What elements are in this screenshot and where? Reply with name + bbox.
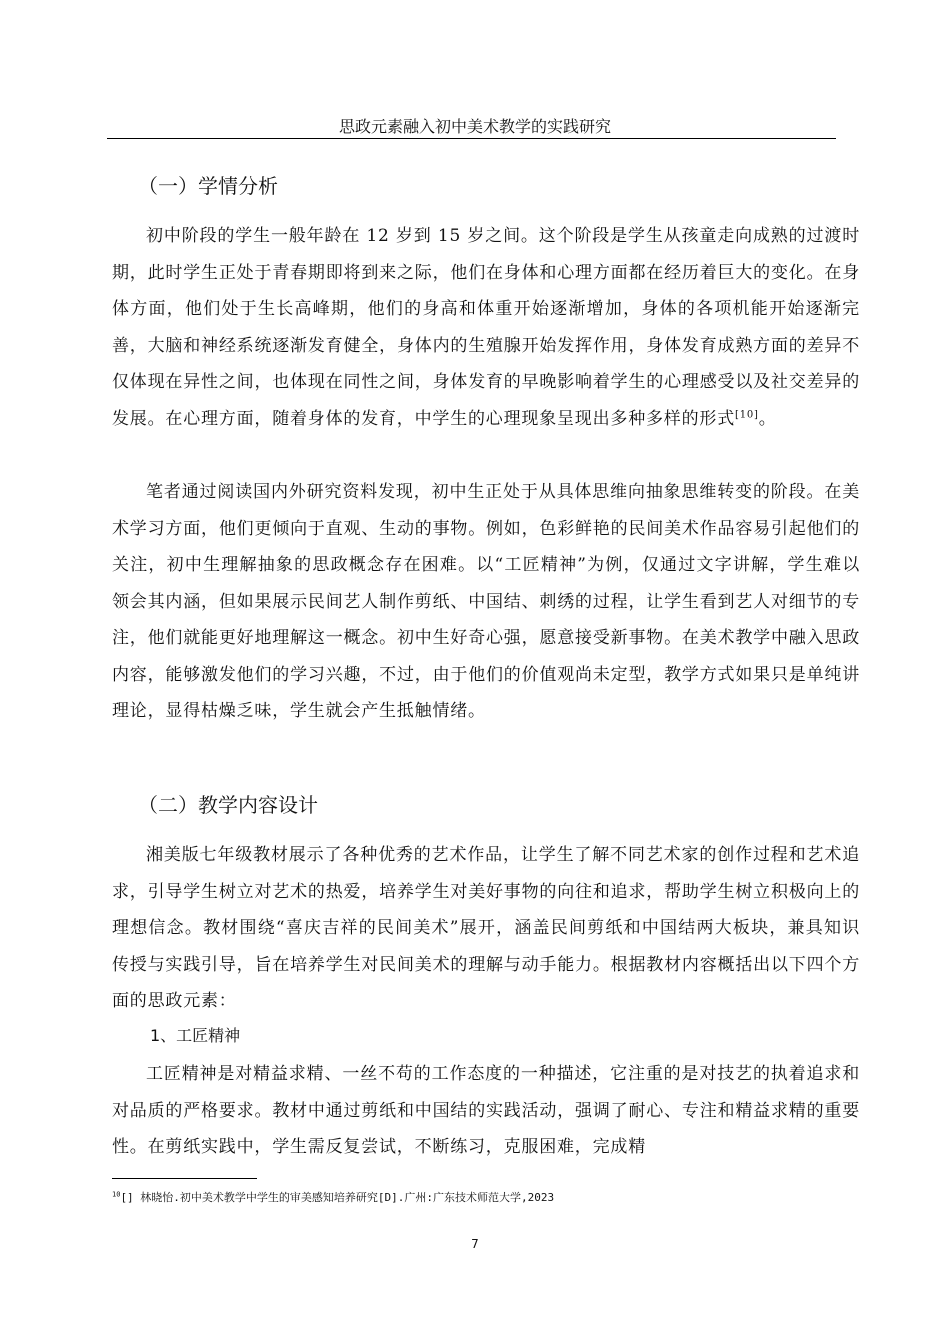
paragraph-text: 初中阶段的学生一般年龄在 12 岁到 15 岁之间。这个阶段是学生从孩童走向成熟的过渡时期，此时学生正处于青春期即将到来之际，他们在身体和心理方面都在经历着巨大的变化。在身体方面，他们处于生长高峰期，他们的身高和体重开始逐渐增加，身体的各项机能开始逐渐完善，大脑和神经系统逐渐发育健全，身体内的生殖腺开始发挥作用，身体发育成熟方面的差异不仅体现在异性之间，也体现在同性之间，身体发育的早晚影响着学生的心理感受以及社交差异的发展。在心理方面，随着身体的发育，中学生的心理现象呈现出多种多样的形式	[112, 226, 860, 429]
paragraph-learner-physical-psychological	[112, 218, 860, 437]
paragraph-learner-thinking: 笔者通过阅读国内外研究资料发现，初中生正处于从具体思维向抽象思维转变的阶段。在美术学习方面，他们更倾向于直观、生动的事物。例如，色彩鲜艳的民间美术作品容易引起他们的关注，初中生理解抽象的思政概念存在困难。以“工匠精神”为例，仅通过文字讲解，学生难以领会其内涵，但如果展示民间艺人制作剪纸、中国结、刺绣的过程，让学生看到艺人对细节的专注，他们就能更好地理解这一概念。初中生好奇心强，愿意接受新事物。在美术教学中融入思政内容，能够激发他们的学习兴趣，不过，由于他们的价值观尚未定型，教学方式如果只是单纯讲理论，显得枯燥乏味，学生就会产生抵触情绪。	[112, 482, 860, 721]
paragraph-textbook-overview: 湘美版七年级教材展示了各种优秀的艺术作品，让学生了解不同艺术家的创作过程和艺术追求，引导学生树立对艺术的热爱，培养学生对美好事物的向往和追求，帮助学生树立积极向上的理想信念。教材围绕“喜庆吉祥的民间美术”展开，涵盖民间剪纸和中国结两大板块，兼具知识传授与实践引导，旨在培养学生对民间美术的理解与动手能力。根据教材内容概括出以下四个方面的思政元素：	[112, 845, 860, 1011]
footnote-rule	[112, 1178, 257, 1179]
page-number: 7	[471, 1237, 479, 1251]
footnote-marker: 10	[112, 1190, 121, 1199]
paragraph-end: 。	[758, 408, 777, 429]
section-heading-content-design: （二）教学内容设计	[138, 793, 318, 817]
citation-marker: [10]	[735, 408, 759, 420]
footnote-text: [] 林晓怡.初中美术教学中学生的审美感知培养研究[D].广州:广东技术师范大学,2023	[120, 1191, 555, 1204]
section-heading-learner-analysis: （一）学情分析	[138, 174, 278, 198]
header-rule	[107, 138, 836, 139]
subheading-craftsmanship: 1、工匠精神	[150, 1026, 241, 1045]
paragraph-craftsmanship: 工匠精神是对精益求精、一丝不苟的工作态度的一种描述，它注重的是对技艺的执着追求和对品质的严格要求。教材中通过剪纸和中国结的实践活动，强调了耐心、专注和精益求精的重要性。在剪纸实践中，学生需反复尝试，不断练习，克服困难，完成精	[112, 1064, 860, 1157]
footnote	[112, 1191, 554, 1205]
running-header: 思政元素融入初中美术教学的实践研究	[338, 117, 611, 136]
